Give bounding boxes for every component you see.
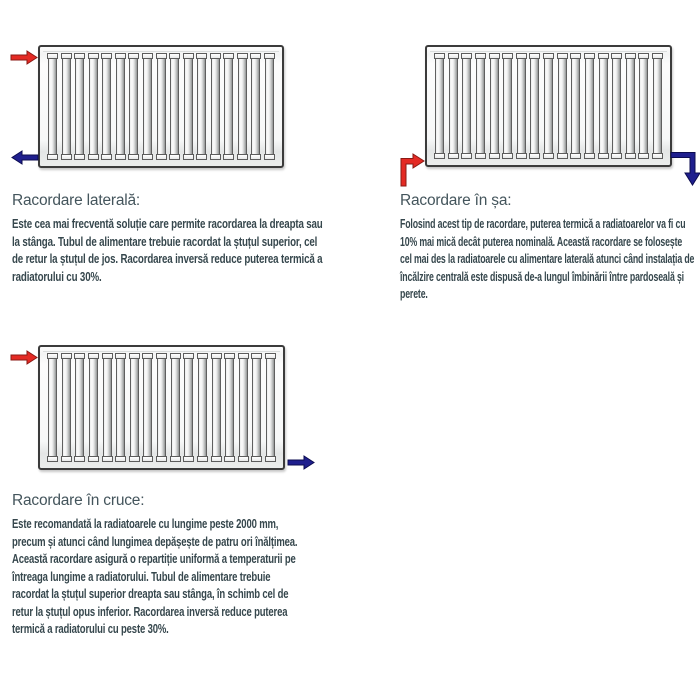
- fin-bottom-cap: [142, 154, 153, 160]
- radiator-fin: [142, 53, 153, 160]
- fin-bar: [48, 58, 57, 155]
- radiator-fin: [196, 53, 207, 160]
- fin-bar: [266, 358, 275, 457]
- section-body: Este recomandată la radiatoarele cu lungime peste 2000 mm, precum și atunci când lungimea depășește de patru ori înălțimea. Această racordare asigură o repartiție uniformă a temperaturii pe întreaga lungime a radiatorului. Tubul de alimentare trebuie racordat la ștuțul superior dreapta sau stânga, în schimb cel de retur la ștuțul opus inferior. Racordarea inversă reduce puterea termică a radiatorului cu peste 30%.: [12, 517, 298, 636]
- radiator-fin: [142, 353, 153, 462]
- fin-bottom-cap: [570, 153, 581, 159]
- fin-top-cap: [251, 353, 262, 359]
- fin-bottom-cap: [88, 154, 99, 160]
- radiator-fin: [169, 53, 180, 160]
- fin-top-cap: [61, 53, 72, 59]
- radiator-fin: [516, 53, 527, 159]
- fin-top-cap: [47, 53, 58, 59]
- fin-top-cap: [102, 353, 113, 359]
- fin-top-cap: [611, 53, 622, 59]
- fin-bottom-cap: [584, 153, 595, 159]
- fin-top-cap: [638, 53, 649, 59]
- fin-bar: [89, 358, 98, 457]
- fin-bottom-cap: [197, 456, 208, 462]
- fin-bottom-cap: [652, 153, 663, 159]
- radiator-fin: [47, 53, 58, 160]
- fin-top-cap: [461, 53, 472, 59]
- fin-top-cap: [196, 53, 207, 59]
- fin-bottom-cap: [115, 154, 126, 160]
- fin-bar: [626, 58, 635, 154]
- fin-top-cap: [250, 53, 261, 59]
- section-title: Racordare în cruce:: [12, 492, 145, 509]
- fin-bottom-cap: [237, 154, 248, 160]
- radiator-fin: [611, 53, 622, 159]
- fin-top-cap: [652, 53, 663, 59]
- radiator-fin: [74, 353, 85, 462]
- fin-bottom-cap: [183, 456, 194, 462]
- fin-bar: [129, 58, 138, 155]
- radiator-fin: [448, 53, 459, 159]
- radiator-fin: [74, 53, 85, 160]
- fin-bottom-cap: [210, 154, 221, 160]
- fin-bar: [62, 358, 71, 457]
- fin-bar: [116, 358, 125, 457]
- fin-bar: [251, 58, 260, 155]
- fin-top-cap: [115, 53, 126, 59]
- fin-bar: [143, 358, 152, 457]
- return-flow-elbow-right-down-arrow-icon: [671, 151, 700, 186]
- fin-bottom-cap: [47, 456, 58, 462]
- fin-bar: [157, 58, 166, 155]
- fin-top-cap: [598, 53, 609, 59]
- radiator-fin: [115, 353, 126, 462]
- fin-bar: [224, 58, 233, 155]
- fin-bottom-cap: [489, 153, 500, 159]
- radiator-fin: [489, 53, 500, 159]
- fin-top-cap: [529, 53, 540, 59]
- fin-bottom-cap: [475, 153, 486, 159]
- fin-bar: [198, 358, 207, 457]
- fin-top-cap: [625, 53, 636, 59]
- fin-bottom-cap: [223, 154, 234, 160]
- radiator-fin: [88, 53, 99, 160]
- fin-bottom-cap: [502, 153, 513, 159]
- radiator-fin: [238, 353, 249, 462]
- fin-bottom-cap: [47, 154, 58, 160]
- radiator-fin: [584, 53, 595, 159]
- fin-bottom-cap: [224, 456, 235, 462]
- fin-bottom-cap: [74, 456, 85, 462]
- fin-bar: [102, 58, 111, 155]
- radiator-fin: [115, 53, 126, 160]
- section-title: Racordare laterală:: [12, 192, 141, 209]
- fin-bar: [130, 358, 139, 457]
- fin-bar: [116, 58, 125, 155]
- fin-top-cap: [142, 353, 153, 359]
- radiator-fins: [427, 47, 670, 165]
- fin-bar: [75, 358, 84, 457]
- fin-bottom-cap: [611, 153, 622, 159]
- fin-bar: [212, 358, 221, 457]
- radiator-fin: [210, 53, 221, 160]
- fin-bar: [211, 58, 220, 155]
- fin-bottom-cap: [638, 153, 649, 159]
- return-flow-left-arrow-icon: [11, 150, 38, 165]
- fin-bar: [75, 58, 84, 155]
- radiator-illustration-in-sa: [425, 45, 672, 167]
- radiator-fin: [250, 53, 261, 160]
- fin-bar: [435, 58, 444, 154]
- fin-bottom-cap: [115, 456, 126, 462]
- radiator-fin: [197, 353, 208, 462]
- fin-bottom-cap: [129, 456, 140, 462]
- radiator-fin: [237, 53, 248, 160]
- fin-top-cap: [101, 53, 112, 59]
- radiator-fin: [638, 53, 649, 159]
- radiator-fin: [61, 353, 72, 462]
- fin-top-cap: [475, 53, 486, 59]
- fin-bottom-cap: [264, 154, 275, 160]
- fin-bar: [62, 58, 71, 155]
- fin-top-cap: [434, 53, 445, 59]
- radiator-fin: [88, 353, 99, 462]
- fin-bottom-cap: [156, 154, 167, 160]
- radiator-fin: [223, 53, 234, 160]
- fin-top-cap: [183, 53, 194, 59]
- fin-bar: [197, 58, 206, 155]
- fin-bottom-cap: [529, 153, 540, 159]
- radiator-fins: [40, 47, 282, 166]
- fin-bottom-cap: [434, 153, 445, 159]
- fin-bar: [612, 58, 621, 154]
- radiator-fin: [475, 53, 486, 159]
- fin-bottom-cap: [142, 456, 153, 462]
- fin-bottom-cap: [156, 456, 167, 462]
- fin-bottom-cap: [61, 456, 72, 462]
- radiator-fin: [224, 353, 235, 462]
- fin-top-cap: [210, 53, 221, 59]
- radiator-fin: [183, 53, 194, 160]
- fin-bottom-cap: [251, 456, 262, 462]
- fin-bottom-cap: [211, 456, 222, 462]
- fin-bar: [571, 58, 580, 154]
- radiator-fin: [557, 53, 568, 159]
- radiator-fins: [40, 347, 283, 468]
- fin-top-cap: [74, 53, 85, 59]
- radiator-fin: [598, 53, 609, 159]
- radiator-fin: [183, 353, 194, 462]
- fin-bar: [599, 58, 608, 154]
- fin-bottom-cap: [196, 154, 207, 160]
- fin-bar: [184, 58, 193, 155]
- fin-bar: [157, 358, 166, 457]
- fin-top-cap: [238, 353, 249, 359]
- fin-top-cap: [156, 53, 167, 59]
- fin-top-cap: [224, 353, 235, 359]
- radiator-fin: [652, 53, 663, 159]
- return-flow-right-arrow-icon: [288, 455, 315, 470]
- radiator-fin: [434, 53, 445, 159]
- fin-bottom-cap: [170, 456, 181, 462]
- radiator-fin: [47, 353, 58, 462]
- section-title: Racordare în șa:: [400, 192, 512, 209]
- fin-bar: [517, 58, 526, 154]
- fin-top-cap: [448, 53, 459, 59]
- radiator-fin: [461, 53, 472, 159]
- fin-top-cap: [88, 353, 99, 359]
- fin-bar: [449, 58, 458, 154]
- radiator-fin: [502, 53, 513, 159]
- fin-top-cap: [197, 353, 208, 359]
- radiator-fin: [265, 353, 276, 462]
- fin-bar: [239, 358, 248, 457]
- supply-flow-elbow-up-right-arrow-icon: [398, 153, 425, 186]
- fin-top-cap: [264, 53, 275, 59]
- fin-bar: [585, 58, 594, 154]
- section-body: Folosind acest tip de racordare, puterea termică a radiatoarelor va fi cu 10% mai mică decât puterea nominală. Această racordare se folosește cel mai des la radiatoarele cu alimentare laterală atunci când instalația de încălzire centrală este dispusă de-a lungul îmbinării între pardoseală și perete.: [400, 217, 695, 301]
- radiator-fin: [156, 353, 167, 462]
- radiator-fin: [156, 53, 167, 160]
- fin-bottom-cap: [169, 154, 180, 160]
- fin-bar: [462, 58, 471, 154]
- fin-bar: [265, 58, 274, 155]
- radiator-fin: [625, 53, 636, 159]
- radiator-fin: [129, 353, 140, 462]
- fin-top-cap: [584, 53, 595, 59]
- fin-bar: [503, 58, 512, 154]
- fin-top-cap: [489, 53, 500, 59]
- fin-bottom-cap: [461, 153, 472, 159]
- fin-bar: [143, 58, 152, 155]
- fin-bottom-cap: [88, 456, 99, 462]
- fin-bar: [490, 58, 499, 154]
- fin-top-cap: [128, 53, 139, 59]
- fin-bottom-cap: [543, 153, 554, 159]
- fin-top-cap: [211, 353, 222, 359]
- fin-bar: [48, 358, 57, 457]
- fin-top-cap: [170, 353, 181, 359]
- fin-bar: [171, 358, 180, 457]
- fin-top-cap: [61, 353, 72, 359]
- fin-bar: [252, 358, 261, 457]
- fin-bottom-cap: [74, 154, 85, 160]
- radiator-fin: [543, 53, 554, 159]
- fin-bottom-cap: [598, 153, 609, 159]
- fin-bottom-cap: [516, 153, 527, 159]
- radiator-fin: [102, 353, 113, 462]
- fin-top-cap: [265, 353, 276, 359]
- fin-top-cap: [115, 353, 126, 359]
- fin-bar: [639, 58, 648, 154]
- radiator-illustration-laterala: [38, 45, 284, 168]
- supply-flow-right-arrow-icon: [11, 50, 38, 65]
- fin-top-cap: [156, 353, 167, 359]
- fin-bar: [544, 58, 553, 154]
- fin-bottom-cap: [102, 456, 113, 462]
- fin-top-cap: [557, 53, 568, 59]
- radiator-fin: [101, 53, 112, 160]
- fin-bar: [184, 358, 193, 457]
- fin-bar: [653, 58, 662, 154]
- fin-bottom-cap: [238, 456, 249, 462]
- fin-bottom-cap: [557, 153, 568, 159]
- fin-top-cap: [570, 53, 581, 59]
- fin-bottom-cap: [448, 153, 459, 159]
- radiator-fin: [264, 53, 275, 160]
- fin-bar: [103, 358, 112, 457]
- fin-top-cap: [237, 53, 248, 59]
- section-body: Este cea mai frecventă soluție care permite racordarea la dreapta sau la stânga. Tubul de alimentare trebuie racordat la ștuțul superior, cel de retur la ștuțul de jos. Racordarea inversă reduce puterea termică a radiatorului cu 30%.: [12, 217, 323, 284]
- supply-flow-right-arrow-icon: [11, 350, 38, 365]
- fin-top-cap: [47, 353, 58, 359]
- fin-top-cap: [74, 353, 85, 359]
- fin-bottom-cap: [128, 154, 139, 160]
- fin-bar: [530, 58, 539, 154]
- fin-top-cap: [142, 53, 153, 59]
- radiator-fin: [570, 53, 581, 159]
- radiator-fin: [128, 53, 139, 160]
- radiator-fin: [170, 353, 181, 462]
- fin-bottom-cap: [101, 154, 112, 160]
- fin-bar: [238, 58, 247, 155]
- radiator-fin: [61, 53, 72, 160]
- radiator-fin: [529, 53, 540, 159]
- radiator-fin: [251, 353, 262, 462]
- fin-bar: [170, 58, 179, 155]
- fin-bar: [476, 58, 485, 154]
- fin-bottom-cap: [250, 154, 261, 160]
- fin-bottom-cap: [61, 154, 72, 160]
- fin-top-cap: [169, 53, 180, 59]
- fin-top-cap: [502, 53, 513, 59]
- fin-bar: [558, 58, 567, 154]
- fin-top-cap: [183, 353, 194, 359]
- fin-top-cap: [543, 53, 554, 59]
- fin-bar: [89, 58, 98, 155]
- radiator-illustration-in-cruce: [38, 345, 285, 470]
- fin-bottom-cap: [625, 153, 636, 159]
- radiator-fin: [211, 353, 222, 462]
- fin-top-cap: [88, 53, 99, 59]
- fin-bar: [225, 358, 234, 457]
- fin-bottom-cap: [265, 456, 276, 462]
- fin-bottom-cap: [183, 154, 194, 160]
- fin-top-cap: [516, 53, 527, 59]
- fin-top-cap: [223, 53, 234, 59]
- fin-top-cap: [129, 353, 140, 359]
